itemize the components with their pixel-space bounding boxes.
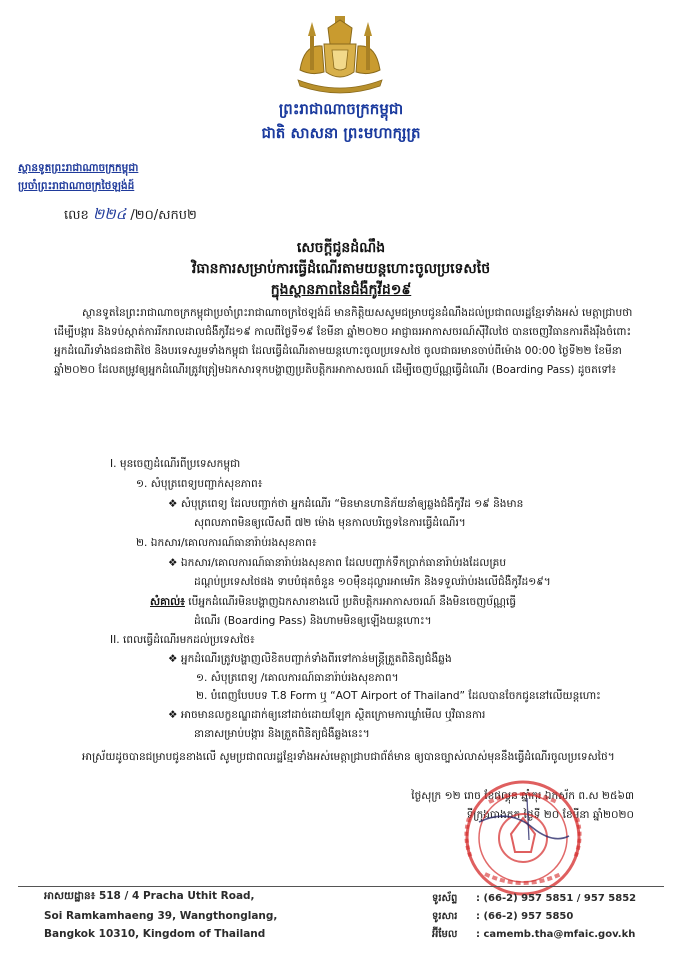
address-line-1 — [44, 890, 255, 905]
section-1-1-text-cont: សុពលភាពមិនឲ្យលើសពី ៧២ ម៉ោង មុនកាលបរិច្ឆេទនៃការធ្វើដំណើរ។ — [194, 517, 466, 529]
section-1-2-bullet: ❖ ឯកសារ/គោលការណ៍ធានារ៉ាប់រងសុខភាព ដែលបញ្ជាក់ទឹកប្រាក់ធានារ៉ាប់រងដែលគ្រប — [168, 557, 507, 569]
section-2-bullet-2-text: អាចមានលក្ខខណ្ឌដាក់ឲ្យនៅដាច់ដោយឡែក ស្ថិតក្រោមការឃ្លាំមើល ឬវិធានការ — [180, 709, 486, 721]
phone-row — [432, 891, 636, 906]
email-row — [432, 927, 635, 942]
section-1-1-bullet: ❖ សំបុត្រពេទ្យ ដែលបញ្ជាក់ថា អ្នកដំណើរ “មិនមានហានិភ័យនាំឲ្យឆ្លងជំងឺកូវីដ ១៩ និងមាន — [168, 498, 524, 510]
address-line-3: Bangkok 10310, Kingdom of Thailand — [44, 928, 266, 940]
solar-date: ទីក្រុងបាងកក ថ្ងៃទី ២០ ខែមីនា ឆ្នាំ២០២០ — [466, 809, 634, 821]
reference-number — [64, 205, 197, 227]
national-motto: ជាតិ សាសនា ព្រះមហាក្សត្រ — [261, 124, 421, 142]
fax-label: ទូរសារ — [432, 911, 458, 922]
fax-row — [432, 909, 573, 924]
notice-subtitle-context: ក្នុងស្ថានភាពនៃជំងឺកូវីដ១៩ — [270, 282, 412, 298]
reference-suffix: /២០/សកប២ — [130, 208, 197, 223]
intro-paragraph: ស្ថានទូតនៃព្រះរាជាណាចក្រកម្ពុជាប្រចាំព្រះរាជាណាចក្រថៃឡង់ដ៍ មានកិត្តិយសសូមជម្រាបជូនដំណឹងដល់ប្រជាពលរដ្ឋខ្មែរទាំងអស់ មេត្តាជ្រាបថា ដើម្បីបង្ការ និងទប់ស្កាត់ការរីករាលដាលជំងឺកូវីដ១៩ កាលពីថ្ងៃទី១៩ ខែមីនា ឆ្នាំ២០២០ អាជ្ញាធរអាកាសចរណ៍ស៊ីវិលថៃ បានចេញវិធានការតឹងរ៉ឹងចំពោះអ្នកដំណើរទាំងជនជាតិថៃ និងបរទេសរួមទាំងកម្ពុជា ដែលធ្វើដំណើរតាមយន្តហោះចូលប្រទេសថៃ ចូលជាធរមានចាប់ពីម៉ោង 00:00 ថ្ងៃទី២២ ខែមីនា ឆ្នាំ២០២០ ដែលតម្រូវឲ្យអ្នកដំណើរត្រូវត្រៀមឯកសារទុកបង្ហាញប្រតិបត្តិករអាកាសចរណ៍ ដើម្បីចេញប័ណ្ណធ្វើដំណើរ (Boarding Pass) ដូចតទៅ៖ — [54, 307, 633, 376]
section-2-bullet-2: ❖ អាចមានលក្ខខណ្ឌដាក់ឲ្យនៅដាច់ដោយឡែក ស្ថិតក្រោមការឃ្លាំមើល ឬវិធានការ — [168, 709, 486, 721]
section-2-item-1: ១. សំបុត្រពេទ្យ /គោលការណ៍ធានារ៉ាប់រងសុខភាព។ — [196, 672, 399, 684]
sender-embassy: ស្ថានទូតព្រះរាជាណាចក្រកម្ពុជា — [18, 162, 139, 174]
note — [150, 596, 516, 611]
phone-label: ទូរស័ព្ទ — [432, 893, 458, 904]
lunar-date: ថ្ងៃសុក្រ ១២ រោច ខែផល្គុន ឆ្នាំកុរ ឯកស័ក ព.ស ២៥៦៣ — [411, 790, 634, 802]
address-line-2: Soi Ramkamhaeng 39, Wangthonglang, — [44, 910, 278, 922]
section-2-bullet-1: ❖ អ្នកដំណើរត្រូវបង្ហាញលិខិតបញ្ជាក់ទាំងពីរទៅកាន់មន្ត្រីត្រួតពិនិត្យជំងឺឆ្លង — [168, 653, 452, 665]
kingdom-heading: ព្រះរាជាណាចក្រកម្ពុជា — [278, 100, 404, 118]
note-label: សំគាល់៖ — [150, 596, 185, 608]
section-1-1-heading: ១. សំបុត្រពេទ្យបញ្ជាក់សុខភាព៖ — [136, 478, 263, 490]
embassy-seal-stamp-icon — [449, 778, 597, 896]
address-street: 518 / 4 Pracha Uthit Road, — [98, 890, 255, 902]
reference-prefix: លេខ — [64, 208, 89, 223]
section-2-item-2: ២. បំពេញបែបបទ T.8 Form ឬ “AOT Airport of Thailand” ដែលបានចែកជូននៅលើយន្តហោះ — [196, 690, 601, 702]
address-label: អាសយដ្ឋាន៖ — [44, 890, 96, 902]
section-1-1-text: សំបុត្រពេទ្យ ដែលបញ្ជាក់ថា អ្នកដំណើរ “មិនមានហានិភ័យនាំឲ្យឆ្លងជំងឺកូវីដ ១៩ និងមាន — [180, 498, 524, 510]
note-text-cont: ដំណើរ (Boarding Pass) និងហាមមិនឲ្យឡើងយន្តហោះ។ — [194, 615, 432, 627]
royal-coat-of-arms-icon — [294, 14, 386, 94]
sender-location: ប្រចាំព្រះរាជាណាចក្រថៃឡង់ដ៍ — [18, 180, 135, 192]
notice-title: សេចក្តីជូនដំណឹង — [296, 240, 386, 256]
section-2-heading: II. ពេលធ្វើដំណើរមកដល់ប្រទេសថៃ៖ — [110, 634, 255, 646]
note-text: បើអ្នកដំណើរមិនបង្ហាញឯកសារខាងលើ ប្រតិបត្តិករអាកាសចរណ៍ នឹងមិនចេញប័ណ្ណធ្វើ — [188, 596, 517, 608]
email-label: អ៊ីមែល — [432, 929, 458, 940]
section-1-2-text: ឯកសារ/គោលការណ៍ធានារ៉ាប់រងសុខភាព ដែលបញ្ជាក់ទឹកប្រាក់ធានារ៉ាប់រងដែលគ្រប — [180, 557, 507, 569]
section-1-2-text-cont: ដណ្តប់ប្រទេសថៃផង ទាបបំផុតចំនួន ១០ម៉ឺនដុល្លារអាមេរិក និងទទួលរ៉ាប់រងលើជំងឺកូវីដ១៩។ — [194, 576, 551, 588]
phone-value: : (66-2) 957 5851 / 957 5852 — [476, 893, 637, 904]
section-2-bullet-2-cont: នានាសម្រាប់បង្ការ និងត្រួតពិនិត្យជំងឺឆ្លងនេះ។ — [194, 728, 370, 740]
email-value[interactable]: : camemb.tha@mfaic.gov.kh — [476, 929, 636, 940]
section-1-2-heading: ២. ឯកសារ/គោលការណ៍ធានារ៉ាប់រងសុខភាព៖ — [136, 537, 317, 549]
notice-subtitle: វិធានការសម្រាប់ការធ្វើដំណើរតាមយន្តហោះចូលប្រទេសថៃ — [191, 261, 491, 277]
section-2-bullet-1-text: អ្នកដំណើរត្រូវបង្ហាញលិខិតបញ្ជាក់ទាំងពីរទៅកាន់មន្ត្រីត្រួតពិនិត្យជំងឺឆ្លង — [180, 653, 452, 665]
reference-handwritten-number: ២២៤ — [92, 205, 127, 223]
closing-paragraph: អាស្រ័យដូចបានជម្រាបជូនខាងលើ សូមប្រជាពលរដ្ឋខ្មែរទាំងអស់មេត្តាជ្រាបជាព័ត៌មាន ឲ្យបានច្បាស់លាស់មុននឹងធ្វើដំណើរចូលប្រទេសថៃ។ — [82, 751, 615, 763]
section-1-heading: I. មុនចេញដំណើរពីប្រទេសកម្ពុជា — [110, 458, 241, 470]
fax-value: : (66-2) 957 5850 — [476, 911, 574, 922]
footer-divider — [18, 886, 664, 887]
